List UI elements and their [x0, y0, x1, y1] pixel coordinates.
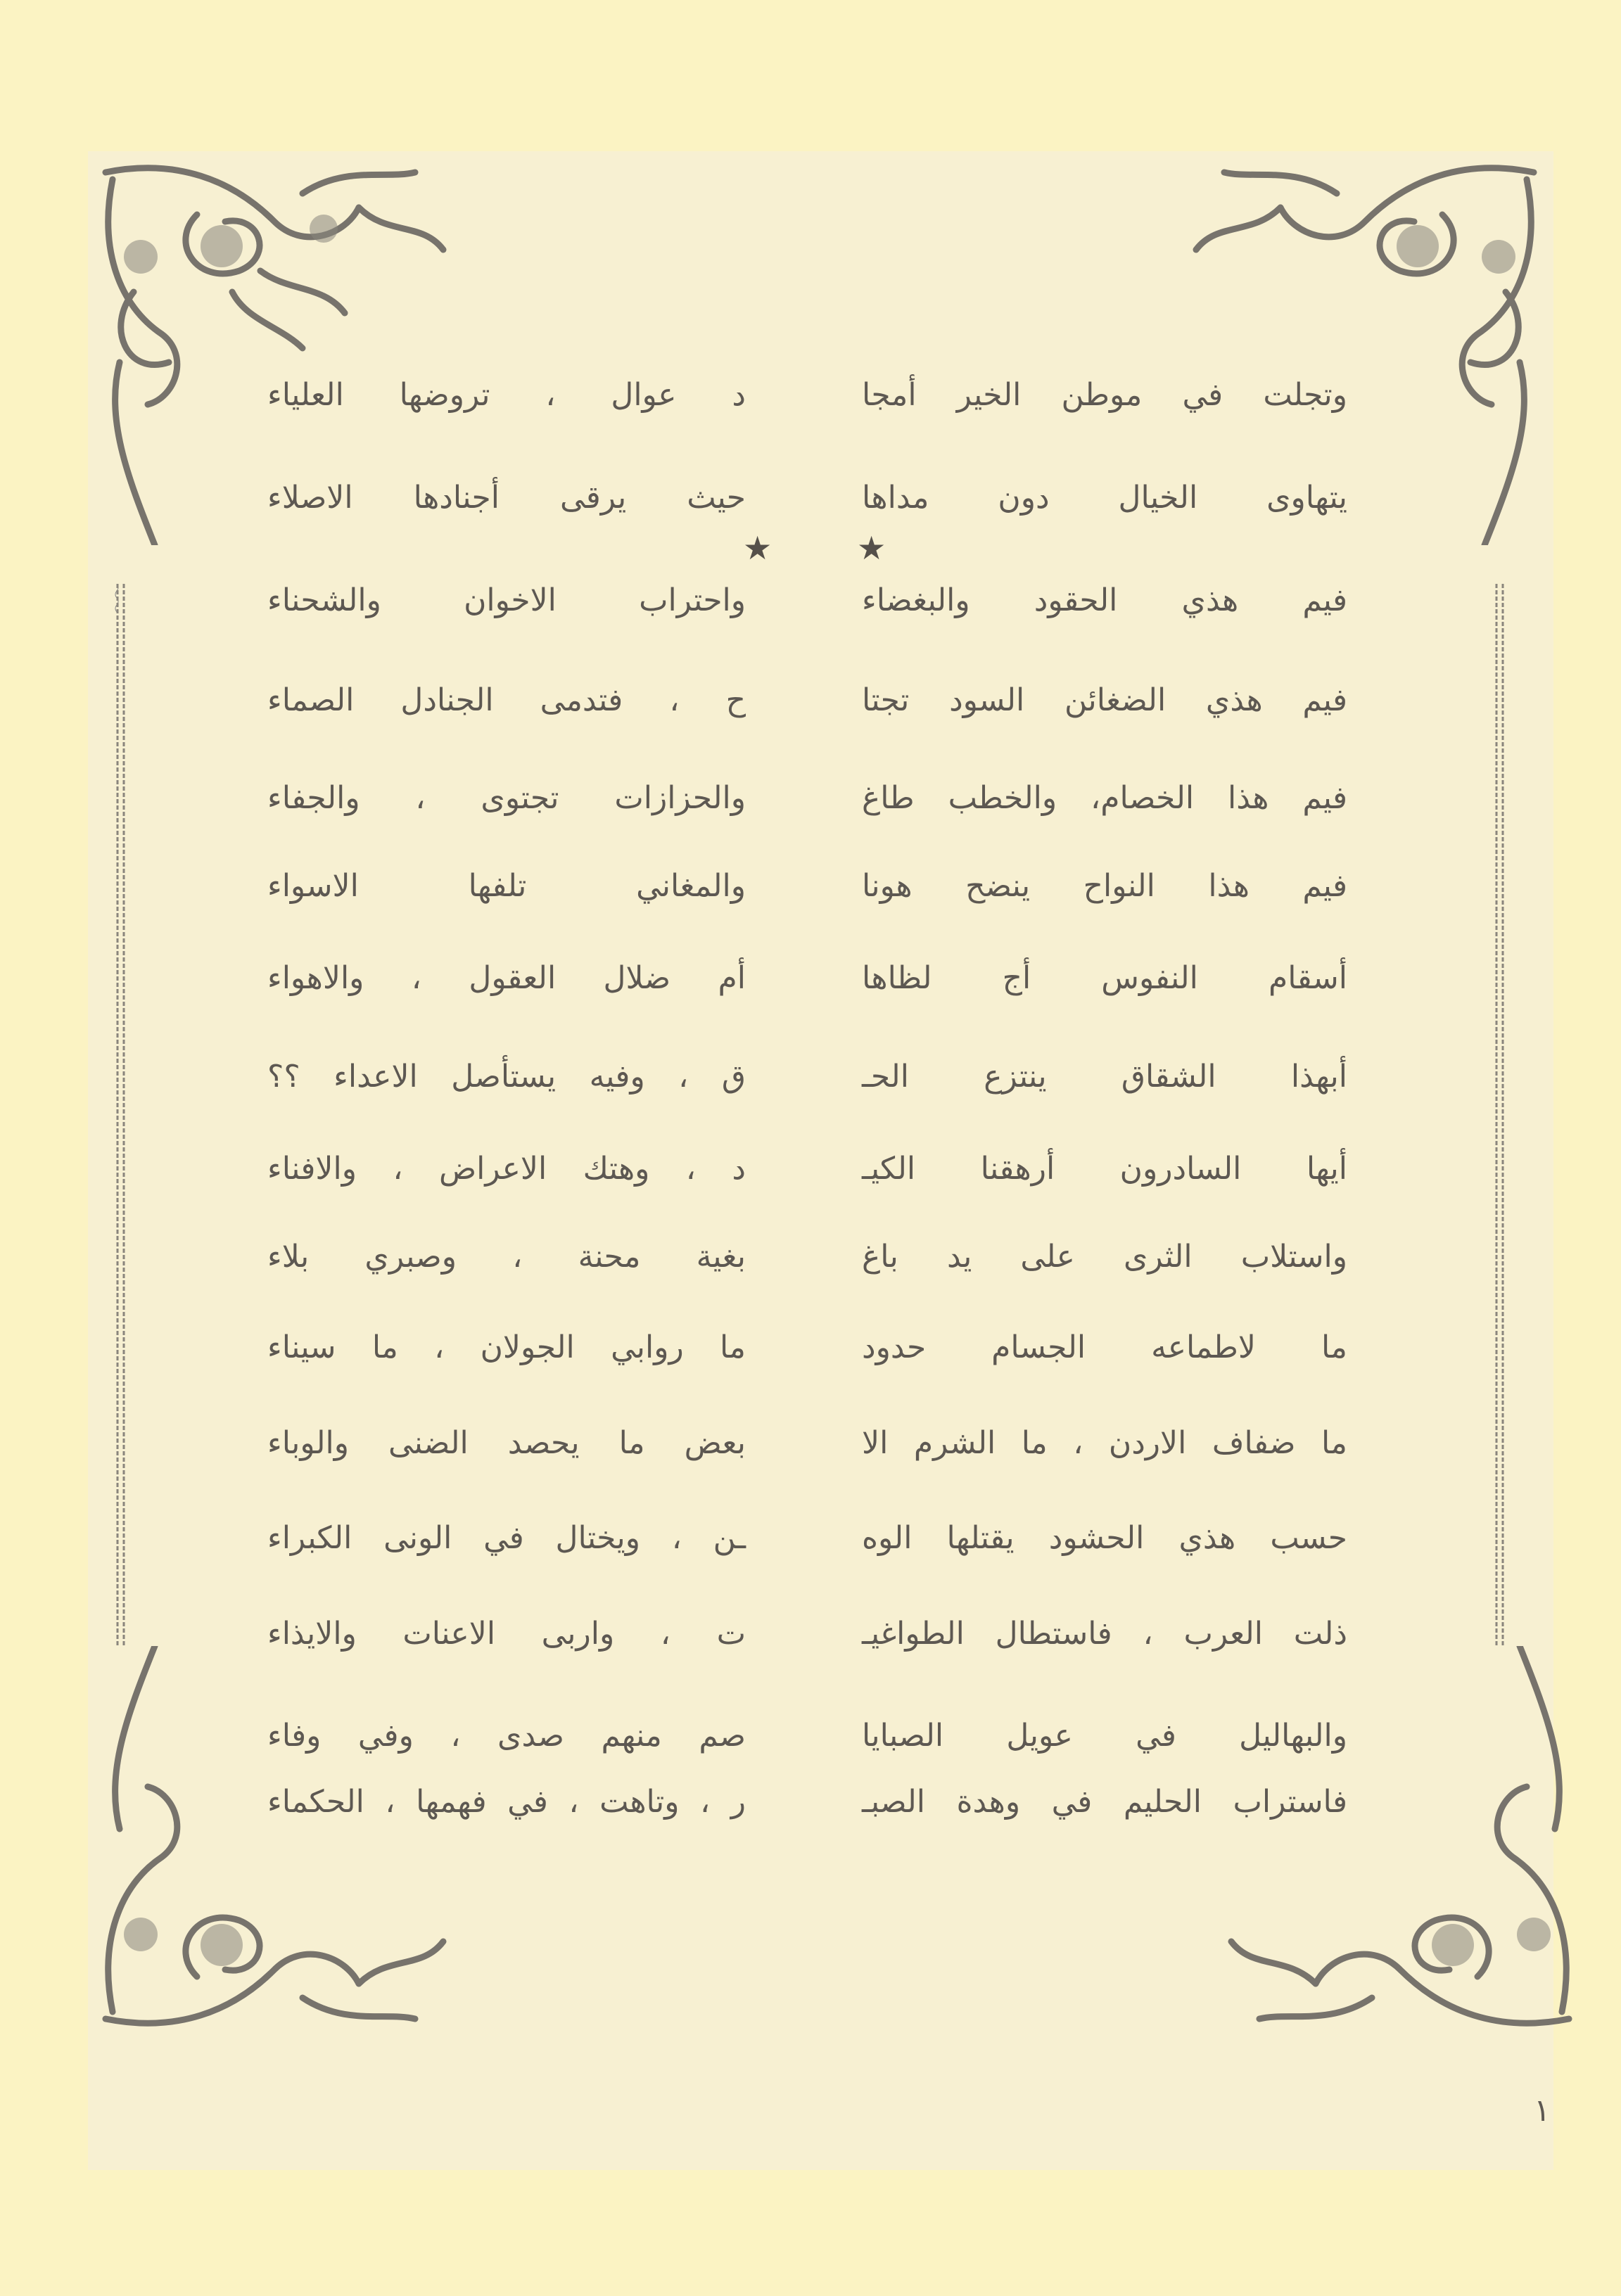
- verse-line: أم ضلال العقول ، والاهواء: [267, 960, 746, 996]
- poem-right-column: [862, 0, 1347, 2296]
- verse-line: بغية محنة ، وصبري بلاء: [267, 1239, 746, 1275]
- verse-line: ما ضفاف الاردن ، ما الشرم الا: [862, 1425, 1347, 1461]
- verse-line: واستلاب الثرى على يد باغ: [862, 1239, 1347, 1275]
- verse-line: فيم هذي الضغائن السود تجتا: [862, 682, 1347, 718]
- verse-line: ما لاطماعه الجسام حدود: [862, 1329, 1347, 1365]
- verse-line: ح ، فتدمى الجنادل الصماء: [267, 682, 746, 718]
- verse-line: والبهاليل في عويل الصبايا: [862, 1718, 1347, 1754]
- verse-line: حيث يرقى أجنادها الاصلاء: [267, 480, 746, 516]
- verse-line: ر ، وتاهت ، في فهمها ، الحكماء: [267, 1784, 746, 1820]
- verse-line: ذلت العرب ، فاستطال الطواغيـ: [862, 1616, 1347, 1652]
- page-number: ١: [1534, 2093, 1551, 2129]
- verse-line: أبهذا الشقاق ينتزع الحـ: [862, 1059, 1347, 1095]
- verse-line: فيم هذا الخصام، والخطب طاغ: [862, 780, 1347, 816]
- verse-line: ما روابي الجولان ، ما سيناء: [267, 1329, 746, 1365]
- verse-line: أسقام النفوس أج لظاها: [862, 960, 1347, 996]
- verse-line: ـن ، ويختال في الونى الكبراء: [267, 1520, 746, 1556]
- verse-line: بعض ما يحصد الضنى والوباء: [267, 1425, 746, 1461]
- left-wavy-border: [113, 584, 129, 1646]
- poem-left-column: [267, 0, 746, 2296]
- verse-line: والمغاني تلفها الاسواء: [267, 868, 746, 904]
- verse-line: فيم هذا النواح ينضح هونا: [862, 868, 1347, 904]
- star-separator-icon: ★: [743, 529, 773, 567]
- right-wavy-border: [1492, 584, 1508, 1646]
- verse-line: فاستراب الحليم في وهدة الصبـ: [862, 1784, 1347, 1820]
- verse-line: وتجلت في موطن الخير أمجا: [862, 377, 1347, 413]
- verse-line: والحزازات تجتوى ، والجفاء: [267, 780, 746, 816]
- verse-line: صم منهم صدى ، وفي وفاء: [267, 1718, 746, 1754]
- verse-line: واحتراب الاخوان والشحناء: [267, 582, 746, 618]
- verse-line: أيها السادرون أرهقنا الكيـ: [862, 1151, 1347, 1187]
- verse-line: حسب هذي الحشود يقتلها الوه: [862, 1520, 1347, 1556]
- verse-line: يتهاوى الخيال دون مداها: [862, 480, 1347, 516]
- verse-line: ق ، وفيه يستأصل الاعداء ؟؟: [267, 1059, 746, 1095]
- verse-line: د عوال ، تروضها العلياء: [267, 377, 746, 413]
- verse-line: د ، وهتك الاعراض ، والافناء: [267, 1151, 746, 1187]
- verse-line: ت ، واربى الاعنات والايذاء: [267, 1616, 746, 1652]
- star-separator-icon: ★: [857, 529, 886, 567]
- verse-line: فيم هذي الحقود والبغضاء: [862, 582, 1347, 618]
